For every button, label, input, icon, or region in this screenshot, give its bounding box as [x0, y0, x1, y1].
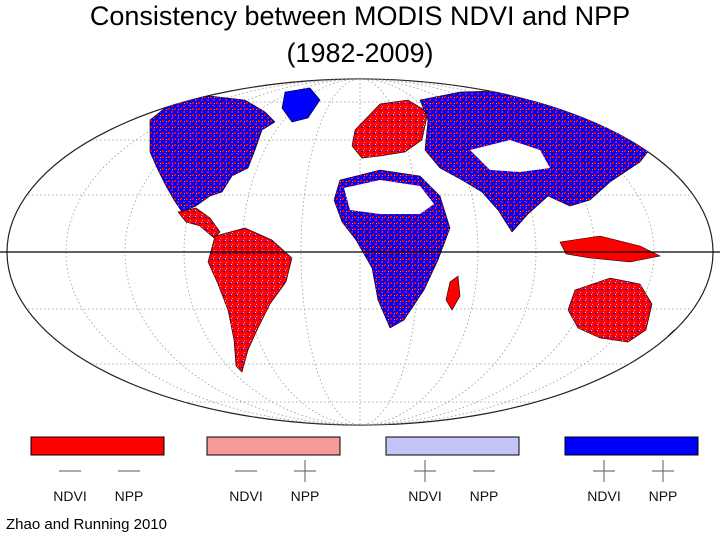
legend-ndvi-label-3: NDVI: [408, 488, 442, 504]
map-subtitle: (1982-2009): [286, 38, 434, 68]
legend-npp-label-4: NPP: [648, 488, 678, 504]
legend-npp-label-1: NPP: [114, 488, 144, 504]
legend-ndvi-sign-4: [593, 460, 615, 482]
legend-npp-label-3: NPP: [469, 488, 499, 504]
legend-swatch-3: [386, 437, 519, 455]
legend: [31, 437, 698, 482]
map-title: Consistency between MODIS NDVI and NPP: [89, 1, 631, 31]
legend-swatch-2: [207, 437, 340, 455]
legend-ndvi-label-1: NDVI: [53, 488, 87, 504]
legend-swatch-4: [565, 437, 698, 455]
legend-ndvi-sign-3: [414, 460, 436, 482]
legend-ndvi-label-2: NDVI: [229, 488, 263, 504]
legend-npp-label-2: NPP: [290, 488, 320, 504]
legend-swatch-1: [31, 437, 164, 455]
credit-text: Zhao and Running 2010: [6, 516, 167, 533]
legend-npp-sign-4: [652, 460, 674, 482]
legend-ndvi-label-4: NDVI: [587, 488, 621, 504]
legend-npp-sign-2: [294, 460, 316, 482]
